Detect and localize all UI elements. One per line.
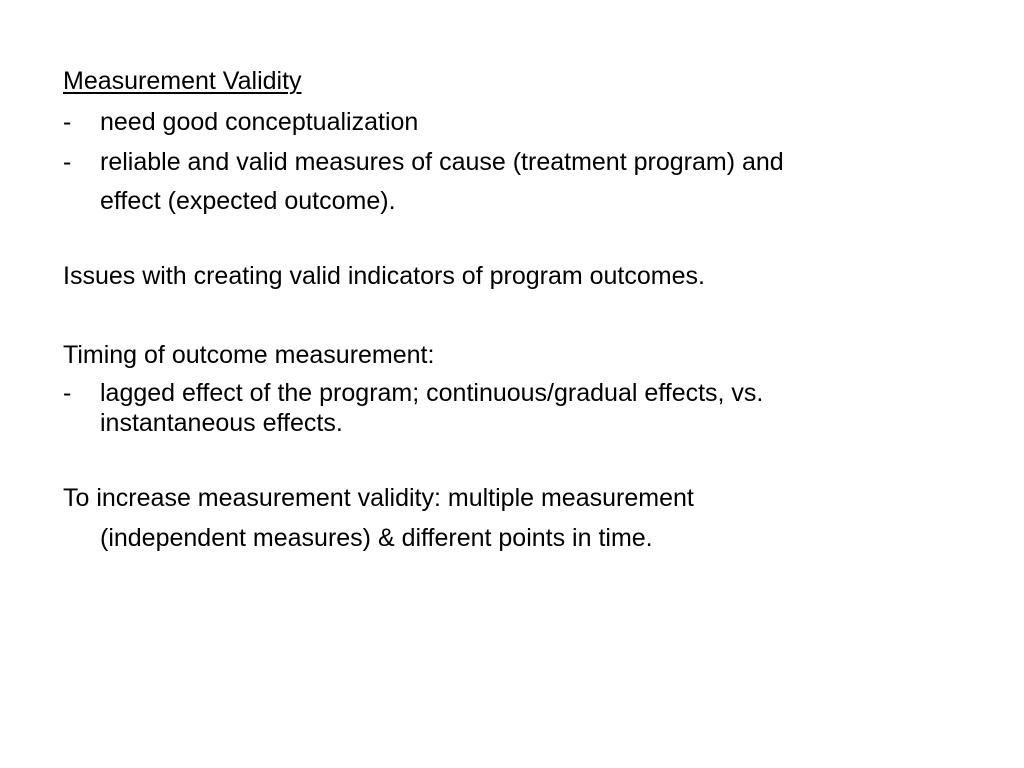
bullet-text: lagged effect of the program; continuous/gradual effects, vs. (100, 379, 764, 407)
bullet-text: reliable and valid measures of cause (treatment program) and (100, 148, 784, 176)
bullet-text: need good conceptualization (100, 108, 419, 136)
increase-paragraph: To increase measurement validity: multiple measurement (63, 484, 694, 512)
bullet-marker: - (63, 108, 72, 136)
bullet-continuation: instantaneous effects. (100, 409, 343, 437)
bullet-continuation: effect (expected outcome). (100, 187, 396, 215)
section-heading: Measurement Validity (63, 67, 302, 95)
timing-heading: Timing of outcome measurement: (63, 341, 435, 369)
bullet-marker: - (63, 148, 72, 176)
increase-continuation: (independent measures) & different points in time. (100, 524, 653, 552)
issues-paragraph: Issues with creating valid indicators of program outcomes. (63, 262, 705, 290)
bullet-marker: - (63, 379, 72, 407)
